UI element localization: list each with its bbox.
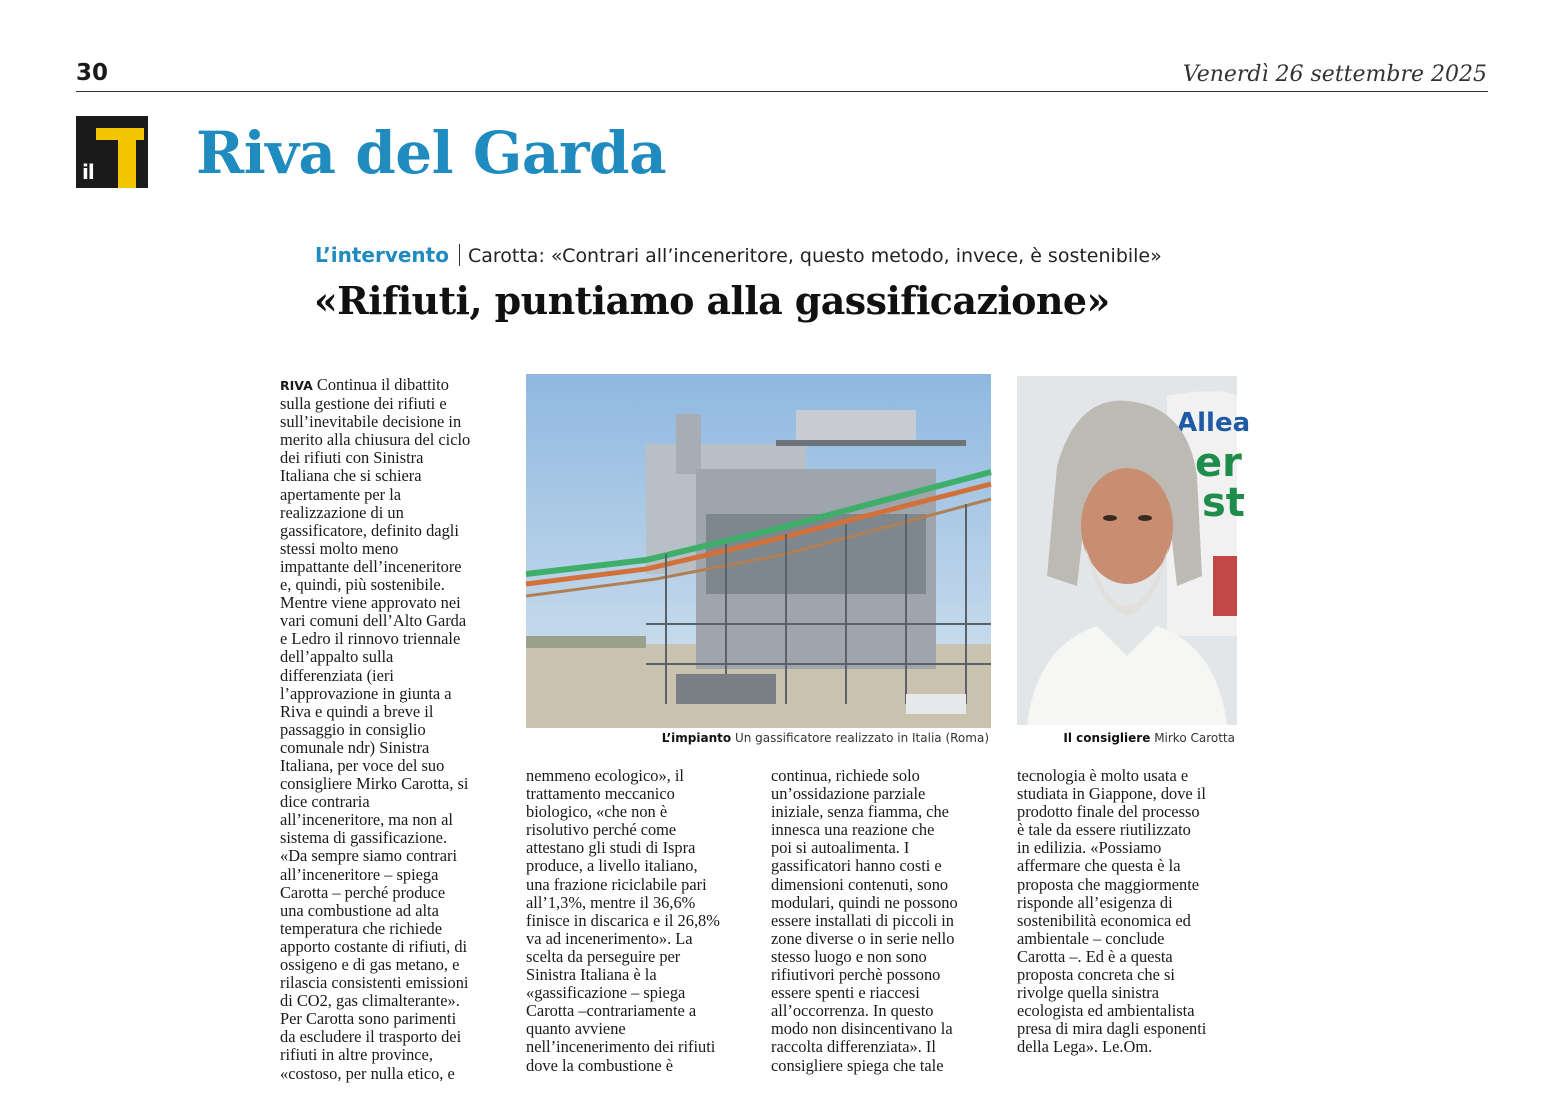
portrait-photo bbox=[1017, 376, 1251, 725]
article-headline: «Rifiuti, puntiamo alla gassificazione» bbox=[314, 278, 1110, 323]
banner-text-3: st bbox=[1202, 480, 1245, 526]
kicker-text: Carotta: «Contrari all’inceneritore, questo metodo, invece, è sostenibile» bbox=[467, 245, 1162, 267]
article-kicker bbox=[315, 243, 1162, 267]
article-column-2: nemmeno ecologico», il trattamento meccanico biologico, «che non è risolutivo perché come attestano gli studi di Ispra produce, a livello italiano, una frazione riciclabile pari all’1,3%, mentre il 36,6% finisce in discarica e il 26,8% va ad incenerimento». La scelta da perseguire per Sinistra Italiana è la «gassificazione – spiega Carotta –contrariamente a quanto avviene nell’incenerimento dei rifiuti dove la combustione è bbox=[526, 766, 720, 1075]
portrait-caption-label: Il consigliere bbox=[1063, 731, 1151, 745]
banner-text-1: Allea bbox=[1177, 408, 1251, 438]
article-column-4: tecnologia è molto usata e studiata in Giappone, dove il prodotto finale del processo è tale da essere riutilizzato in edilizia. «Possiamo affermare che questa è la proposta che maggiormente risponde all’esigenza di sostenibilità economica ed ambientale – conclude Carotta –. Ed è a questa proposta concreta che si rivolge quella sinistra ecologista ed ambientalista presa di mira dagli esponenti della Lega». Le.Om. bbox=[1017, 766, 1207, 1057]
article-column-3: continua, richiede solo un’ossidazione parziale iniziale, senza fiamma, che innesca una reazione che poi si autoalimenta. I gassificatori hanno costi e dimensioni contenuti, sono modulari, quindi ne possono essere installati di piccoli in zone diverse o in serie nello stesso luogo e non sono rifiutivori perchè possono essere spenti e riaccesi all’occorrenza. In questo modo non disincentivano la raccolta differenziata». Il consigliere spiega che tale bbox=[771, 766, 958, 1075]
portrait-illustration bbox=[1017, 376, 1251, 725]
kicker-divider bbox=[459, 244, 460, 266]
newspaper-logo bbox=[76, 116, 148, 188]
plant-caption-text: Un gassificatore realizzato in Italia (Roma) bbox=[734, 731, 989, 745]
portrait-caption bbox=[1017, 731, 1235, 745]
plant-photo-caption bbox=[526, 731, 989, 745]
logo-text: il bbox=[82, 160, 94, 184]
kicker-label: L’intervento bbox=[315, 243, 449, 267]
issue-date: Venerdì 26 settembre 2025 bbox=[1182, 62, 1487, 87]
plant-caption-label: L’impianto bbox=[661, 731, 732, 745]
plant-photo bbox=[526, 374, 991, 728]
column-1-text: Continua il dibattito sulla gestione dei rifiuti e sull’inevitabile decisione in merito alla chiusura del ciclo dei rifiuti con Sinistra Italiana che si schiera apertamente per la realizzazione di un gassificatore, definito dagli stessi molto meno impattante dell’inceneritore e, quindi, più sostenibile. Mentre viene approvato nei vari comuni dell’Alto Garda e Ledro il rinnovo triennale dell’appalto sulla differenziata (ieri l’approvazione in giunta a Riva e quindi a breve il passaggio in consiglio comunale ndr) Sinistra Italiana, per voce del suo consigliere Mirko Carotta, si dice contraria all’inceneritore, ma non al sistema di gassificazione. «Da sempre siamo contrari all’inceneritore – spiega Carotta – perché produce una combustione ad alta temperatura che richiede apporto costante di rifiuti, di ossigeno e di gas metano, e rilascia consistenti emissioni di CO2, gas climalterante». Per Carotta sono parimenti da escludere il trasporto dei rifiuti in altre province, «costoso, per nulla etico, e bbox=[280, 375, 471, 1083]
plant-illustration bbox=[526, 374, 991, 728]
dateline: RIVA bbox=[280, 378, 313, 393]
portrait-caption-text: Mirko Carotta bbox=[1154, 731, 1235, 745]
header-rule bbox=[76, 91, 1488, 92]
banner-text-2: er bbox=[1195, 440, 1242, 486]
section-title: Riva del Garda bbox=[196, 119, 667, 187]
page-number: 30 bbox=[76, 60, 109, 86]
article-column-1 bbox=[280, 376, 512, 1083]
